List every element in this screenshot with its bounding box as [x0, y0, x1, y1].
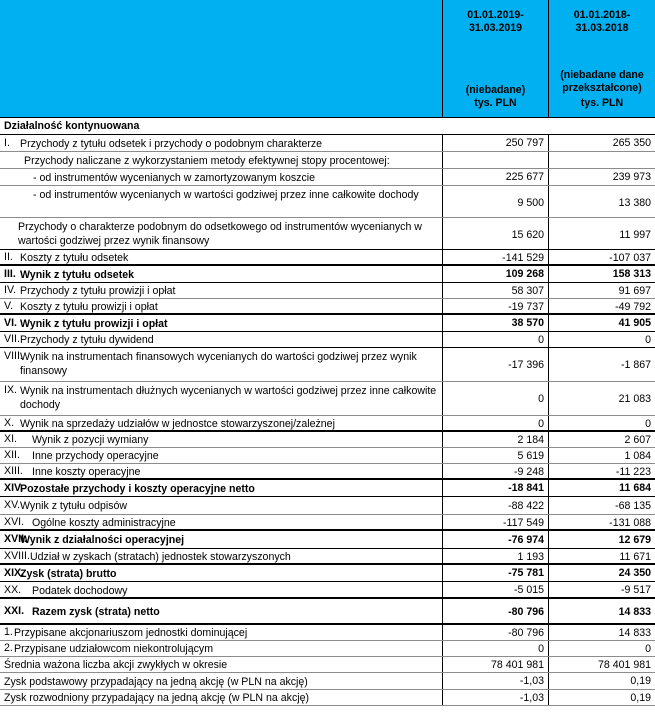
row-number: XV. [4, 499, 21, 511]
value-2018: 24 350 [548, 565, 655, 581]
value-2018: 2 607 [548, 432, 655, 447]
row-label: Zysk (strata) brutto [20, 567, 117, 580]
value-2018: 158 313 [548, 266, 655, 282]
row-label: Przychody naliczane z wykorzystaniem metody efektywnej stopy procentowej: [24, 154, 390, 167]
row-label-cell [0, 332, 442, 347]
table-row [0, 169, 655, 186]
row-label-cell [0, 641, 442, 656]
value-2019: -141 529 [442, 250, 548, 264]
row-label-cell [0, 599, 442, 623]
row-number: XIX. [4, 566, 25, 579]
row-label: Średnia ważona liczba akcji zwykłych w okresie [4, 659, 228, 671]
value-2019: -75 781 [442, 565, 548, 581]
row-label-cell [0, 186, 442, 217]
header-col-2019 [442, 0, 548, 118]
row-label-cell [0, 432, 442, 447]
row-label-cell [0, 625, 442, 640]
value-2019: -19 737 [442, 299, 548, 313]
value-2018: -11 223 [548, 464, 655, 478]
row-label: Zysk podstawowy przypadający na jedną akcję (w PLN na akcję) [4, 675, 308, 688]
table-row [0, 599, 655, 625]
value-2019: -18 841 [442, 480, 548, 496]
row-label: Przypisane akcjonariuszom jednostki dominującej [14, 627, 248, 639]
table-row [0, 348, 655, 382]
header-col-2019-status: (niebadane) [465, 84, 526, 96]
row-label-cell [0, 497, 442, 514]
value-2019: -76 974 [442, 531, 548, 548]
row-number: V. [4, 300, 14, 312]
value-2019: -9 248 [442, 464, 548, 478]
value-2019: 1 193 [442, 549, 548, 563]
value-2018: 14 833 [548, 625, 655, 640]
value-2018: 21 083 [548, 382, 655, 415]
value-2019: 225 677 [442, 169, 548, 185]
row-number: XII. [4, 449, 20, 461]
value-2018: -9 517 [548, 582, 655, 597]
row-label-cell [0, 348, 442, 381]
table-row [0, 565, 655, 582]
row-label: Przychody z tytułu odsetek i przychody o podobnym charakterze [20, 137, 323, 150]
header-col-2018-date-to: 31.03.2018 [575, 22, 629, 34]
header-col-2019-unit: tys. PLN [474, 97, 517, 109]
row-label-cell [0, 416, 442, 430]
row-label-cell [0, 549, 442, 563]
table-row [0, 497, 655, 515]
row-label: Pozostałe przychody i koszty operacyjne netto [20, 482, 255, 495]
table-row [0, 315, 655, 332]
value-2019: -17 396 [442, 348, 548, 381]
value-2018: -49 792 [548, 299, 655, 313]
value-2019: -88 422 [442, 497, 548, 514]
value-2018: 0,19 [548, 673, 655, 689]
value-2019: 0 [442, 416, 548, 430]
row-label-cell [0, 582, 442, 597]
row-label: Ogólne koszty administracyjne [32, 517, 176, 529]
value-2018: 0 [548, 416, 655, 430]
row-label: Podatek dochodowy [32, 584, 128, 597]
table-row [0, 332, 655, 348]
table-row [0, 531, 655, 549]
value-2019: 250 797 [442, 135, 548, 151]
row-label: Przypisane udziałowcom niekontrolującym [14, 643, 214, 655]
row-label: Wynik na instrumentach dłużnych wycenianych w wartości godziwej przez inne całkowite dochody [20, 385, 437, 411]
value-2019: 38 570 [442, 315, 548, 331]
value-2018: 1 084 [548, 448, 655, 463]
row-label: Inne przychody operacyjne [32, 450, 159, 462]
value-2018: 0 [548, 332, 655, 347]
value-2018: 13 380 [548, 186, 655, 217]
header-col-2018-date-from: 01.01.2018- [573, 9, 631, 21]
row-label-cell [0, 250, 442, 264]
row-label-cell [0, 382, 442, 415]
value-2018: 12 679 [548, 531, 655, 548]
value-2018: 11 671 [548, 549, 655, 563]
row-label: Koszty z tytułu odsetek [20, 252, 129, 264]
row-label-cell [0, 565, 442, 581]
value-2018 [548, 152, 655, 168]
value-2019: -80 796 [442, 625, 548, 640]
value-2018: -1 867 [548, 348, 655, 381]
row-label-cell [0, 480, 442, 496]
value-2019: 0 [442, 641, 548, 656]
section-title-row [0, 118, 655, 135]
row-number: XI. [4, 433, 17, 445]
value-2019: -1,03 [442, 673, 548, 689]
header-col-2019-date-to: 31.03.2019 [468, 22, 523, 34]
row-label: Wynik na sprzedaży udziałów w jednostce stowarzyszonej/zależnej [20, 418, 335, 430]
row-number: III. [4, 267, 16, 280]
value-2018: 11 684 [548, 480, 655, 496]
value-2019: 58 307 [442, 283, 548, 298]
row-label-cell [0, 690, 442, 705]
table-row [0, 218, 655, 250]
section-title: Działalność kontynuowana [4, 120, 140, 132]
table-row [0, 382, 655, 416]
row-label: Inne koszty operacyjne [32, 466, 141, 478]
row-number: IV. [4, 284, 16, 296]
row-label-cell [0, 283, 442, 298]
table-row [0, 582, 655, 599]
value-2019: 109 268 [442, 266, 548, 282]
value-2018: 0 [548, 641, 655, 656]
header-col-2018-status-line2: przekształcone) [562, 82, 642, 94]
row-label: Przychody z tytułu prowizji i opłat [20, 285, 176, 297]
row-label: Wynik z tytułu odpisów [20, 500, 128, 512]
table-row [0, 480, 655, 497]
row-number: XVII. [4, 533, 27, 545]
row-number: 2. [4, 642, 13, 654]
row-number: 1. [4, 626, 13, 638]
row-number: I. [4, 136, 10, 149]
value-2019: 0 [442, 382, 548, 415]
value-2018: 14 833 [548, 599, 655, 623]
row-label: Wynik z tytułu prowizji i opłat [20, 317, 168, 330]
value-2018: 78 401 981 [548, 657, 655, 672]
value-2018: 91 697 [548, 283, 655, 298]
row-number: XXI. [4, 605, 25, 617]
value-2019: -80 796 [442, 599, 548, 623]
row-label-cell [0, 135, 442, 151]
row-label: Wynik z tytułu odsetek [20, 268, 135, 281]
row-label: Wynik na instrumentach finansowych wycenianych do wartości godziwej przez wynik finansowy [20, 351, 417, 377]
table-row [0, 299, 655, 315]
value-2018: 265 350 [548, 135, 655, 151]
table-row [0, 673, 655, 690]
table-row [0, 549, 655, 565]
row-label: Razem zysk (strata) netto [32, 606, 160, 618]
row-label: Wynik z działalności operacyjnej [20, 534, 185, 546]
row-number: XIV. [4, 481, 24, 494]
table-row [0, 152, 655, 169]
statement-rows [0, 118, 655, 706]
row-number: XX. [4, 583, 22, 596]
row-number: X. [4, 417, 15, 429]
row-label-cell [0, 673, 442, 689]
value-2018: 41 905 [548, 315, 655, 331]
row-number: XVI. [4, 516, 25, 528]
table-row [0, 515, 655, 531]
row-label-cell [0, 531, 442, 548]
table-row [0, 416, 655, 432]
table-row [0, 641, 655, 657]
header-col-2018-status-line1: (niebadane dane [560, 69, 644, 81]
value-2018: -107 037 [548, 250, 655, 264]
value-2019: -117 549 [442, 515, 548, 529]
value-2018: 0,19 [548, 690, 655, 705]
header-col-2018-unit: tys. PLN [580, 97, 624, 109]
row-label-cell [0, 448, 442, 463]
row-number: IX. [4, 384, 17, 396]
table-row [0, 250, 655, 266]
row-number: XVIII. [4, 550, 30, 562]
table-row [0, 657, 655, 673]
row-number: VII. [4, 333, 20, 345]
row-label: Udział w zyskach (stratach) jednostek stowarzyszonych [30, 551, 291, 563]
row-label-cell [0, 464, 442, 478]
value-2019 [442, 152, 548, 168]
row-label: Przychody o charakterze podobnym do odsetkowego od instrumentów wycenianych w wartości godziwej przez wynik finansowy [18, 221, 422, 247]
row-number: II. [4, 251, 13, 263]
row-label: - od instrumentów wycenianych w zamortyzowanym koszcie [33, 171, 316, 184]
table-row [0, 432, 655, 448]
row-label: - od instrumentów wycenianych w wartości godziwej przez inne całkowite dochody [33, 189, 419, 201]
row-number: VIII. [4, 350, 23, 362]
table-row [0, 135, 655, 152]
row-label: Zysk rozwodniony przypadający na jedną akcję (w PLN na akcję) [4, 692, 310, 704]
header-col-2018 [548, 0, 655, 118]
row-number: VI. [4, 316, 17, 329]
value-2019: 9 500 [442, 186, 548, 217]
value-2019: 78 401 981 [442, 657, 548, 672]
value-2019: -5 015 [442, 582, 548, 597]
value-2018: 239 973 [548, 169, 655, 185]
value-2019: 15 620 [442, 218, 548, 249]
table-row [0, 186, 655, 218]
value-2018: -68 135 [548, 497, 655, 514]
row-label-cell [0, 299, 442, 313]
row-label: Przychody z tytułu dywidend [20, 334, 154, 346]
value-2018: -131 088 [548, 515, 655, 529]
value-2019: 0 [442, 332, 548, 347]
table-row [0, 690, 655, 706]
table-row [0, 464, 655, 480]
row-label-cell [0, 218, 442, 249]
header-band [0, 0, 655, 118]
table-row [0, 266, 655, 283]
table-row [0, 625, 655, 641]
value-2019: 5 619 [442, 448, 548, 463]
row-label-cell [0, 152, 442, 168]
row-label-cell [0, 315, 442, 331]
row-label: Koszty z tytułu prowizji i opłat [20, 301, 158, 313]
row-label-cell [0, 657, 442, 672]
row-label-cell [0, 515, 442, 529]
value-2019: 2 184 [442, 432, 548, 447]
table-row [0, 283, 655, 299]
row-label: Wynik z pozycji wymiany [32, 434, 149, 446]
value-2019: -1,03 [442, 690, 548, 705]
row-label-cell [0, 169, 442, 185]
row-number: XIII. [4, 465, 23, 477]
table-row [0, 448, 655, 464]
header-col-2019-date-from: 01.01.2019- [467, 9, 524, 21]
row-label-cell [0, 266, 442, 282]
value-2018: 11 997 [548, 218, 655, 249]
